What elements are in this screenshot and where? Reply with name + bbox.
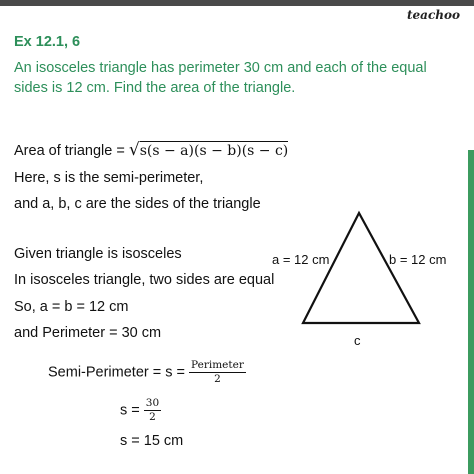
s-fraction-line xyxy=(120,397,161,424)
sqrt-icon: √ xyxy=(128,140,140,160)
given-line: Given triangle is isosceles xyxy=(14,246,182,262)
s-equals-label: s = xyxy=(120,402,140,419)
fraction-numerator: Perimeter xyxy=(191,359,244,371)
s-numerator: 30 xyxy=(145,397,160,409)
sides-equal-line: So, a = b = 12 cm xyxy=(14,299,129,315)
brand-logo: teachoo xyxy=(407,8,460,22)
semi-perimeter-formula xyxy=(48,359,246,386)
isosceles-triangle xyxy=(303,213,419,323)
question-text: An isosceles triangle has perimeter 30 cm and each of the equal sides is 12 cm. Find the area of the triangle. xyxy=(14,60,427,96)
fraction-denominator: 2 xyxy=(214,373,221,385)
area-formula-line xyxy=(14,140,288,160)
s-denominator: 2 xyxy=(149,411,156,423)
semi-perimeter-label: Semi-Perimeter = s = xyxy=(48,364,185,381)
area-formula: s(s − a)(s − b)(s − c) xyxy=(139,143,289,159)
side-b-label: b = 12 cm xyxy=(389,252,447,267)
exercise-number: Ex 12.1, 6 xyxy=(14,34,81,50)
perimeter-line: and Perimeter = 30 cm xyxy=(14,325,162,341)
right-accent-bar xyxy=(468,150,474,474)
top-bar xyxy=(0,0,474,6)
side-a-label: a = 12 cm xyxy=(272,252,330,267)
semi-perimeter-note: Here, s is the semi-perimeter, xyxy=(14,170,204,186)
s-result: s = 15 cm xyxy=(120,433,184,449)
two-sides-line: In isosceles triangle, two sides are equal xyxy=(14,272,275,288)
area-label: Area of triangle = xyxy=(14,143,129,159)
semi-perimeter-fraction xyxy=(189,359,246,386)
s-fraction xyxy=(144,397,161,424)
sides-note: and a, b, c are the sides of the triangle xyxy=(14,196,261,212)
triangle-figure xyxy=(295,205,430,330)
side-c-label: c xyxy=(354,333,361,348)
